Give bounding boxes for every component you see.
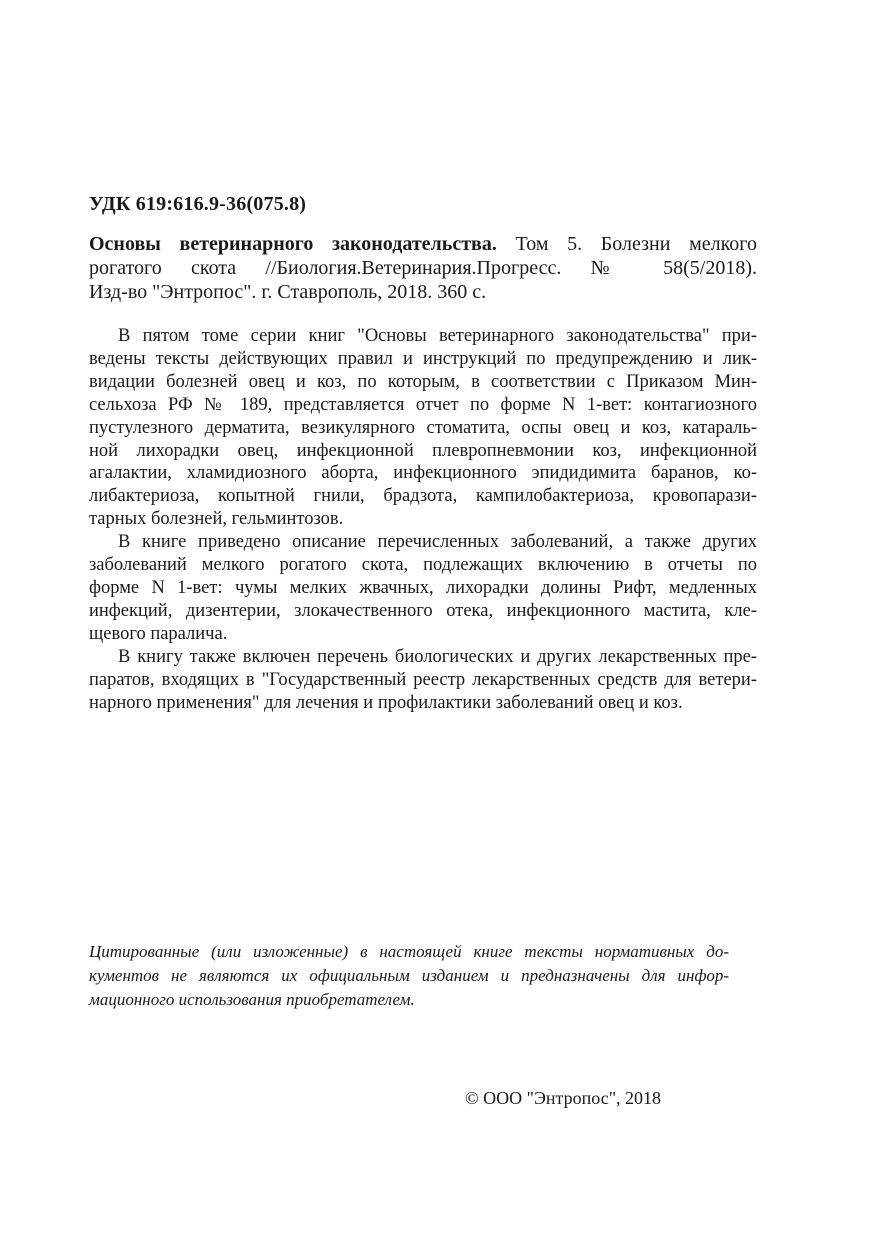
disclaimer-line: кументов не являются их официальным изданием и предназначены для инфор-	[89, 966, 729, 985]
abstract	[89, 325, 757, 714]
abstract-line: тарных болезней, гельминтозов.	[89, 509, 344, 530]
abstract-line: В книге приведено описание перечисленных заболеваний, а также других	[118, 532, 757, 553]
disclaimer-line: мационного использования приобретателем.	[89, 990, 415, 1009]
abstract-line: щевого паралича.	[89, 623, 228, 644]
abstract-line: нарного применения" для лечения и профилактики заболеваний овец и коз.	[89, 692, 683, 713]
abstract-line: сельхоза РФ № 189, представляется отчет по форме N 1-вет: контагиозного	[89, 394, 757, 415]
abstract-line: форме N 1-вет: чумы мелких жвачных, лихорадки долины Рифт, медленных	[89, 577, 757, 598]
udk-code: УДК 619:616.9-36(075.8)	[89, 193, 307, 215]
bibliography-line: рогатого скота //Биология.Ветеринария.Прогресс. № 58(5/2018).	[89, 257, 757, 279]
abstract-line: заболеваний мелкого рогатого скота, подлежащих включению в отчеты по	[89, 555, 757, 576]
abstract-line: инфекций, дизентерии, злокачественного отека, инфекционного мастита, кле-	[89, 600, 757, 621]
copyright-notice: © ООО "Энтропос", 2018	[465, 1088, 662, 1108]
bibliography-line: Изд-во "Энтропос". г. Ставрополь, 2018. 360 с.	[89, 281, 487, 303]
legal-disclaimer	[89, 940, 729, 1012]
abstract-line: паратов, входящих в "Государственный реестр лекарственных средств для ветери-	[89, 669, 757, 690]
book-title: Основы ветеринарного законодательства.	[89, 233, 497, 255]
abstract-line: В пятом томе серии книг "Основы ветеринарного законодательства" при-	[118, 326, 757, 346]
disclaimer-line: Цитированные (или изложенные) в настоящей книге тексты нормативных до-	[89, 942, 729, 961]
abstract-line: ведены тексты действующих правил и инструкций по предупреждению и лик-	[89, 348, 757, 369]
abstract-line: либактериоза, копытной гнили, брадзота, кампилобактериоза, кровопарази-	[89, 486, 757, 507]
bibliography-line	[89, 232, 757, 256]
bibliographic-record	[89, 232, 757, 304]
abstract-line: агалактии, хламидиозного аборта, инфекционного эпидидимита баранов, ко-	[89, 463, 757, 484]
bibliography-text: Том 5. Болезни мелкого	[496, 233, 758, 255]
abstract-line: ной лихорадки овец, инфекционной плевропневмонии коз, инфекционной	[89, 440, 757, 461]
abstract-line: В книгу также включен перечень биологических и других лекарственных пре-	[118, 646, 757, 667]
abstract-line: видации болезней овец и коз, по которым, в соответствии с Приказом Мин-	[89, 371, 757, 392]
abstract-line: пустулезного дерматита, везикулярного стоматита, оспы овец и коз, катараль-	[89, 417, 757, 438]
